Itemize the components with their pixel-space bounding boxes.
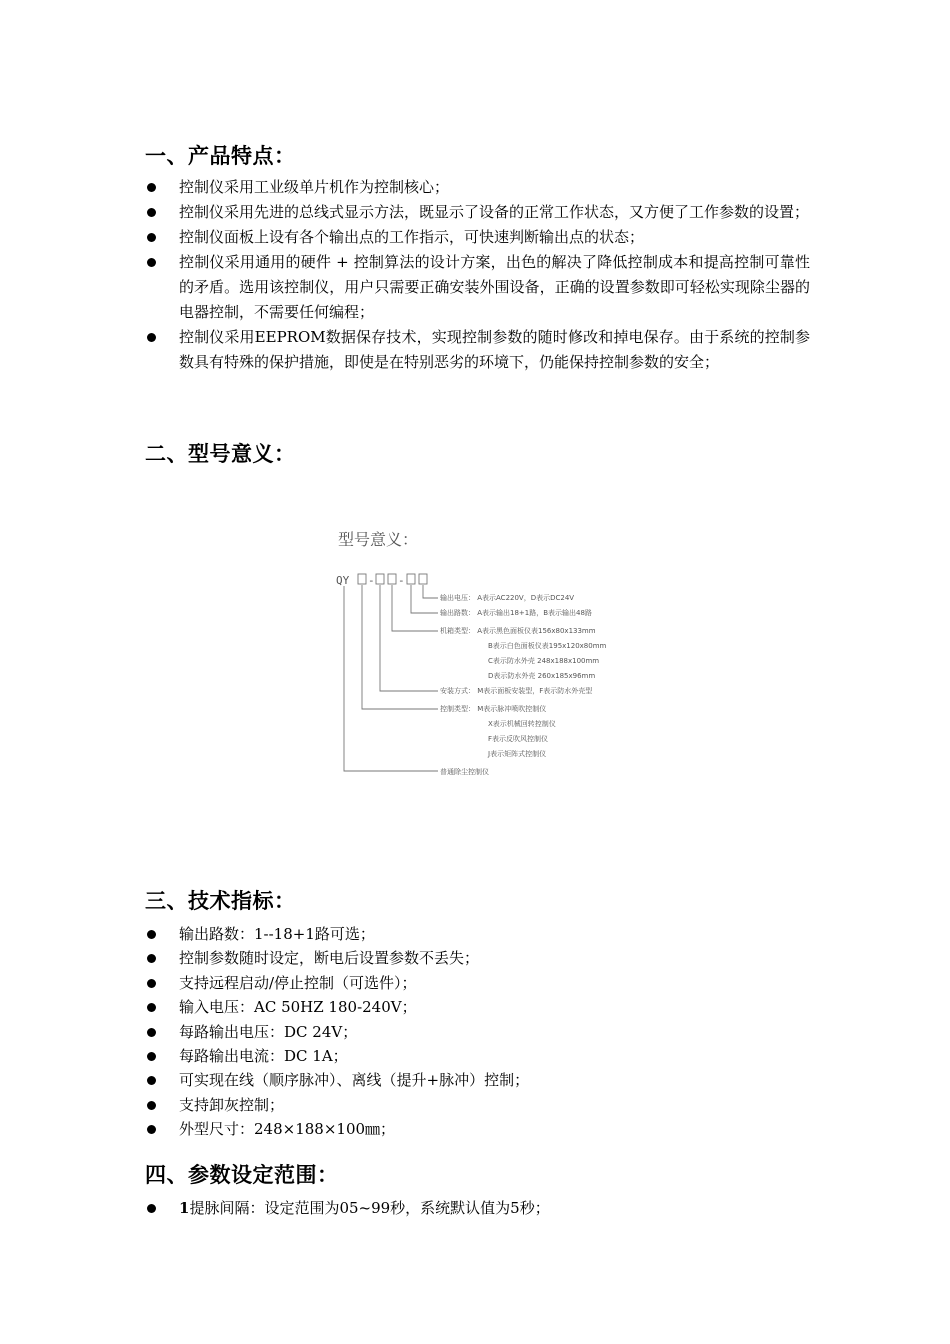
bullet-icon	[147, 1028, 156, 1037]
list-item: 控制仪采用EEPROM数据保存技术，实现控制参数的随时修改和掉电保存。由于系统的控制参数具有特殊的保护措施，即使是在特别恶劣的环境下，仍能保持控制参数的安全；	[145, 325, 810, 375]
list-item: 输入电压：AC 50HZ 180-240V；	[145, 995, 810, 1019]
model-slot	[358, 574, 366, 584]
bullet-icon	[147, 233, 156, 242]
model-slot	[407, 574, 415, 584]
diagram-row: J表示矩阵式控制仪	[488, 750, 547, 758]
list-item: 控制仪采用先进的总线式显示方法，既显示了设备的正常工作状态，又方便了工作参数的设置；	[145, 200, 810, 225]
feature-list	[145, 175, 810, 375]
list-item: 1提脉间隔：设定范围为05~99秒，系统默认值为5秒；	[145, 1196, 810, 1220]
list-item: 控制仪采用通用的硬件 + 控制算法的设计方案，出色的解决了降低控制成本和提高控制可靠性的矛盾。选用该控制仪，用户只需要正确安装外围设备，正确的设置参数即可轻松实现除尘器的电器控制，不需要任何编程；	[145, 250, 810, 325]
diagram-row: D表示防水外壳 260x185x96mm	[488, 672, 596, 680]
section-heading-specs: 三、技术指标：	[145, 889, 296, 913]
list-item: 控制仪面板上设有各个输出点的工作指示，可快速判断输出点的状态；	[145, 225, 810, 250]
model-slot	[419, 574, 427, 584]
diagram-row: 输出路数： A表示输出18+1路，B表示输出48路	[440, 609, 592, 617]
bullet-icon	[147, 1076, 156, 1085]
model-meaning-diagram	[330, 520, 630, 790]
list-item: 支持卸灰控制；	[145, 1093, 810, 1117]
bullet-icon	[147, 1003, 156, 1012]
list-item: 控制参数随时设定，断电后设置参数不丢失；	[145, 946, 810, 970]
bullet-icon	[147, 183, 156, 192]
bullet-icon	[147, 1101, 156, 1110]
list-item: 外型尺寸：248×188×100㎜；	[145, 1117, 810, 1141]
list-item: 每路输出电压：DC 24V；	[145, 1020, 810, 1044]
bullet-icon	[147, 954, 156, 963]
svg-text:-: -	[368, 574, 375, 587]
diagram-row: 安装方式： M表示面板安装型，F表示防水外壳型	[440, 687, 593, 695]
section-heading-model: 二、型号意义：	[145, 442, 296, 466]
list-item: 可实现在线（顺序脉冲）、离线（提升+脉冲）控制；	[145, 1068, 810, 1092]
diagram-row: 控制类型： M表示脉冲喷吹控制仪	[440, 705, 547, 713]
diagram-row: X表示机械回转控制仪	[488, 720, 556, 728]
diagram-row: C表示防水外壳 248x188x100mm	[488, 657, 600, 665]
diagram-row: 普通除尘控制仪	[440, 768, 489, 776]
bullet-icon	[147, 930, 156, 939]
param-list	[145, 1196, 810, 1220]
model-slot	[376, 574, 384, 584]
diagram-row: B表示白色面板仪表195x120x80mm	[488, 642, 607, 650]
bullet-icon	[147, 1052, 156, 1061]
bullet-icon	[147, 1204, 156, 1213]
section-heading-params: 四、参数设定范围：	[145, 1163, 339, 1187]
list-item: 控制仪采用工业级单片机作为控制核心；	[145, 175, 810, 200]
bullet-icon	[147, 1125, 156, 1134]
model-slot	[388, 574, 396, 584]
diagram-row: 机箱类型： A表示黑色面板仪表156x80x133mm	[440, 627, 596, 635]
svg-text:-: -	[398, 574, 405, 587]
bullet-icon	[147, 333, 156, 342]
model-diagram-svg	[330, 520, 630, 790]
list-item: 支持远程启动/停止控制（可选件）；	[145, 971, 810, 995]
section-heading-features: 一、产品特点：	[145, 144, 296, 168]
diagram-row: F表示反吹风控制仪	[488, 735, 549, 743]
param-number: 1	[179, 1199, 190, 1217]
diagram-title: 型号意义：	[338, 530, 419, 549]
list-item: 输出路数：1--18+1路可选；	[145, 922, 810, 946]
model-prefix: QY	[336, 574, 350, 587]
list-item: 每路输出电流：DC 1A；	[145, 1044, 810, 1068]
diagram-row: 输出电压： A表示AC220V，D表示DC24V	[440, 594, 575, 602]
bullet-icon	[147, 258, 156, 267]
spec-list	[145, 922, 810, 1142]
bullet-icon	[147, 979, 156, 988]
bullet-icon	[147, 208, 156, 217]
